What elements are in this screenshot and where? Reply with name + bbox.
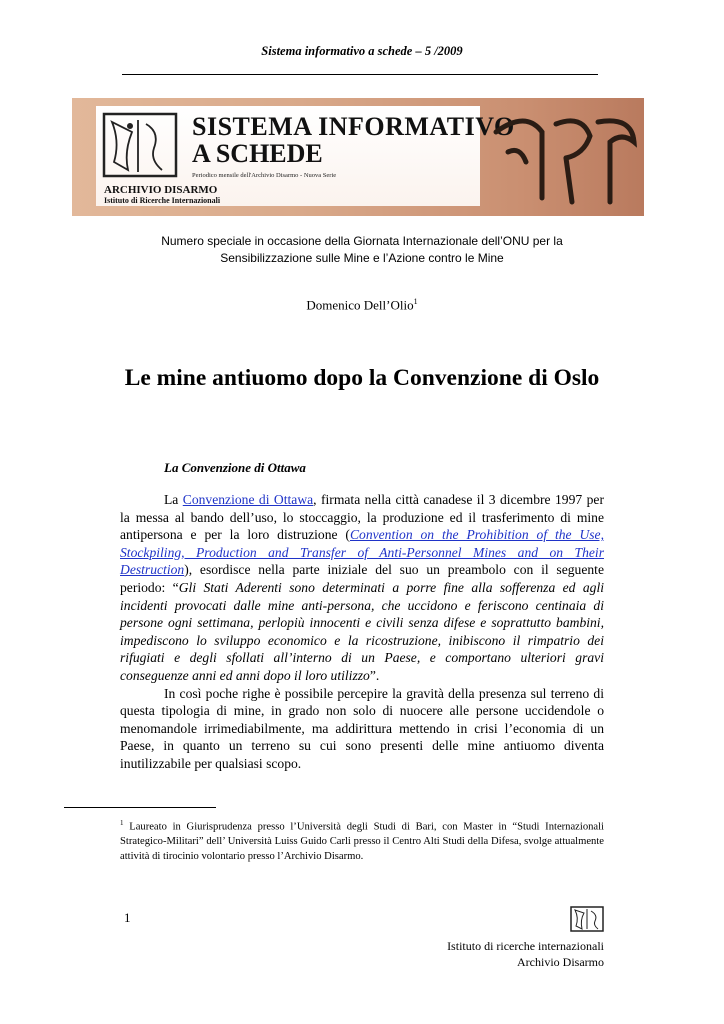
banner-subtitle: Periodico mensile dell'Archivio Disarmo - Nuova Serie <box>192 172 337 179</box>
article-title: Le mine antiuomo dopo la Convenzione di Oslo <box>124 365 600 391</box>
footnote-separator <box>64 807 216 808</box>
footer-institute-line1: Istituto di ricerche internazionali <box>447 939 604 953</box>
banner-panel <box>96 106 515 206</box>
paragraph-1-mid1: , firmata nella città canadese il 3 dicembre 1997 per la messa al bando dell’uso, lo stoccaggio, la produzione ed il trasferimento di mine antipersona e per la loro distruzione ( <box>120 492 604 543</box>
archivio-disarmo-logo-icon <box>102 112 178 178</box>
banner-decoration-icon <box>486 102 640 212</box>
paragraph-1-mid2: ), esordisce nella parte iniziale del suo un preambolo con il seguente periodo: “ <box>120 562 604 595</box>
header-rule <box>122 74 598 75</box>
footer-institute <box>447 938 604 970</box>
special-issue-line1: Numero speciale in occasione della Giornata Internazionale dell’ONU per la <box>161 234 563 248</box>
special-issue-note <box>120 233 604 267</box>
author-footnote-mark[interactable]: 1 <box>413 297 418 306</box>
special-issue-line2: Sensibilizzazione sulle Mine e l’Azione contro le Mine <box>220 251 504 265</box>
convenzione-ottawa-link[interactable]: Convenzione di Ottawa <box>182 492 314 507</box>
footnote <box>120 816 604 864</box>
footer-logo-icon <box>570 906 604 932</box>
article-body <box>120 491 604 773</box>
banner-title-line1: SISTEMA INFORMATIVO <box>192 112 515 141</box>
footer-institute-line2: Archivio Disarmo <box>517 955 604 969</box>
paragraph-2: In così poche righe è possibile percepire la gravità della presenza sul terreno di questa tipologia di mine, in grado non solo di nuocere alle persone uccidendole o menomandole irrimediabilmente, ma addirittura mettendo in crisi l’economia di un Paese, in quanto un terreno su cui sono presenti delle mine antiuomo diventa inutilizzabile per qualsiasi scopo. <box>120 685 604 771</box>
banner-org-name: ARCHIVIO DISARMO <box>104 184 218 196</box>
convention-english-link[interactable]: Convention on the Prohibition of the Use, Stockpiling, Production and Transfer of Anti-Personnel Mines and on Their Destruction <box>120 527 604 578</box>
footnote-text: Laureato in Giurisprudenza presso l’Università degli Studi di Bari, con Master in “Studi Internazionali Strategico-Militari” dell’ Università Luiss Guido Carli presso il Centro Alti Studi della Difesa, svolge attualmente attività di tirocinio volontario presso l’Archivio Disarmo. <box>120 821 604 862</box>
paragraph-1 <box>120 491 604 685</box>
paragraph-1-start: La <box>164 492 183 507</box>
banner-org-subtitle: Istituto di Ricerche Internazionali <box>104 196 221 205</box>
paragraph-1-end: ”. <box>369 667 380 683</box>
running-header: Sistema informativo a schede – 5 /2009 <box>261 44 463 58</box>
banner-title-line2: A SCHEDE <box>192 139 323 168</box>
footnote-mark: 1 <box>120 819 124 827</box>
page-number: 1 <box>124 910 131 925</box>
author-line <box>0 297 724 313</box>
preamble-quote: Gli Stati Aderenti sono determinati a porre fine alla sofferenza ed agli incidenti provocati dalle mine anti-persona, che uccidono e feriscono centinaia di persone ogni settimana, perlopiù innocenti e civili senza difese e soprattutto bambini, impediscono lo sviluppo economico e la ricostruzione, inibiscono il rimpatrio dei rifugiati e degli sfollati all’interno di un Paese, e comportano ulteriori gravi conseguenze anni ed anni dopo il loro utilizzo <box>120 579 604 683</box>
author-name: Domenico Dell’Olio <box>306 297 414 313</box>
section-heading: La Convenzione di Ottawa <box>164 460 306 475</box>
journal-banner <box>72 98 644 216</box>
